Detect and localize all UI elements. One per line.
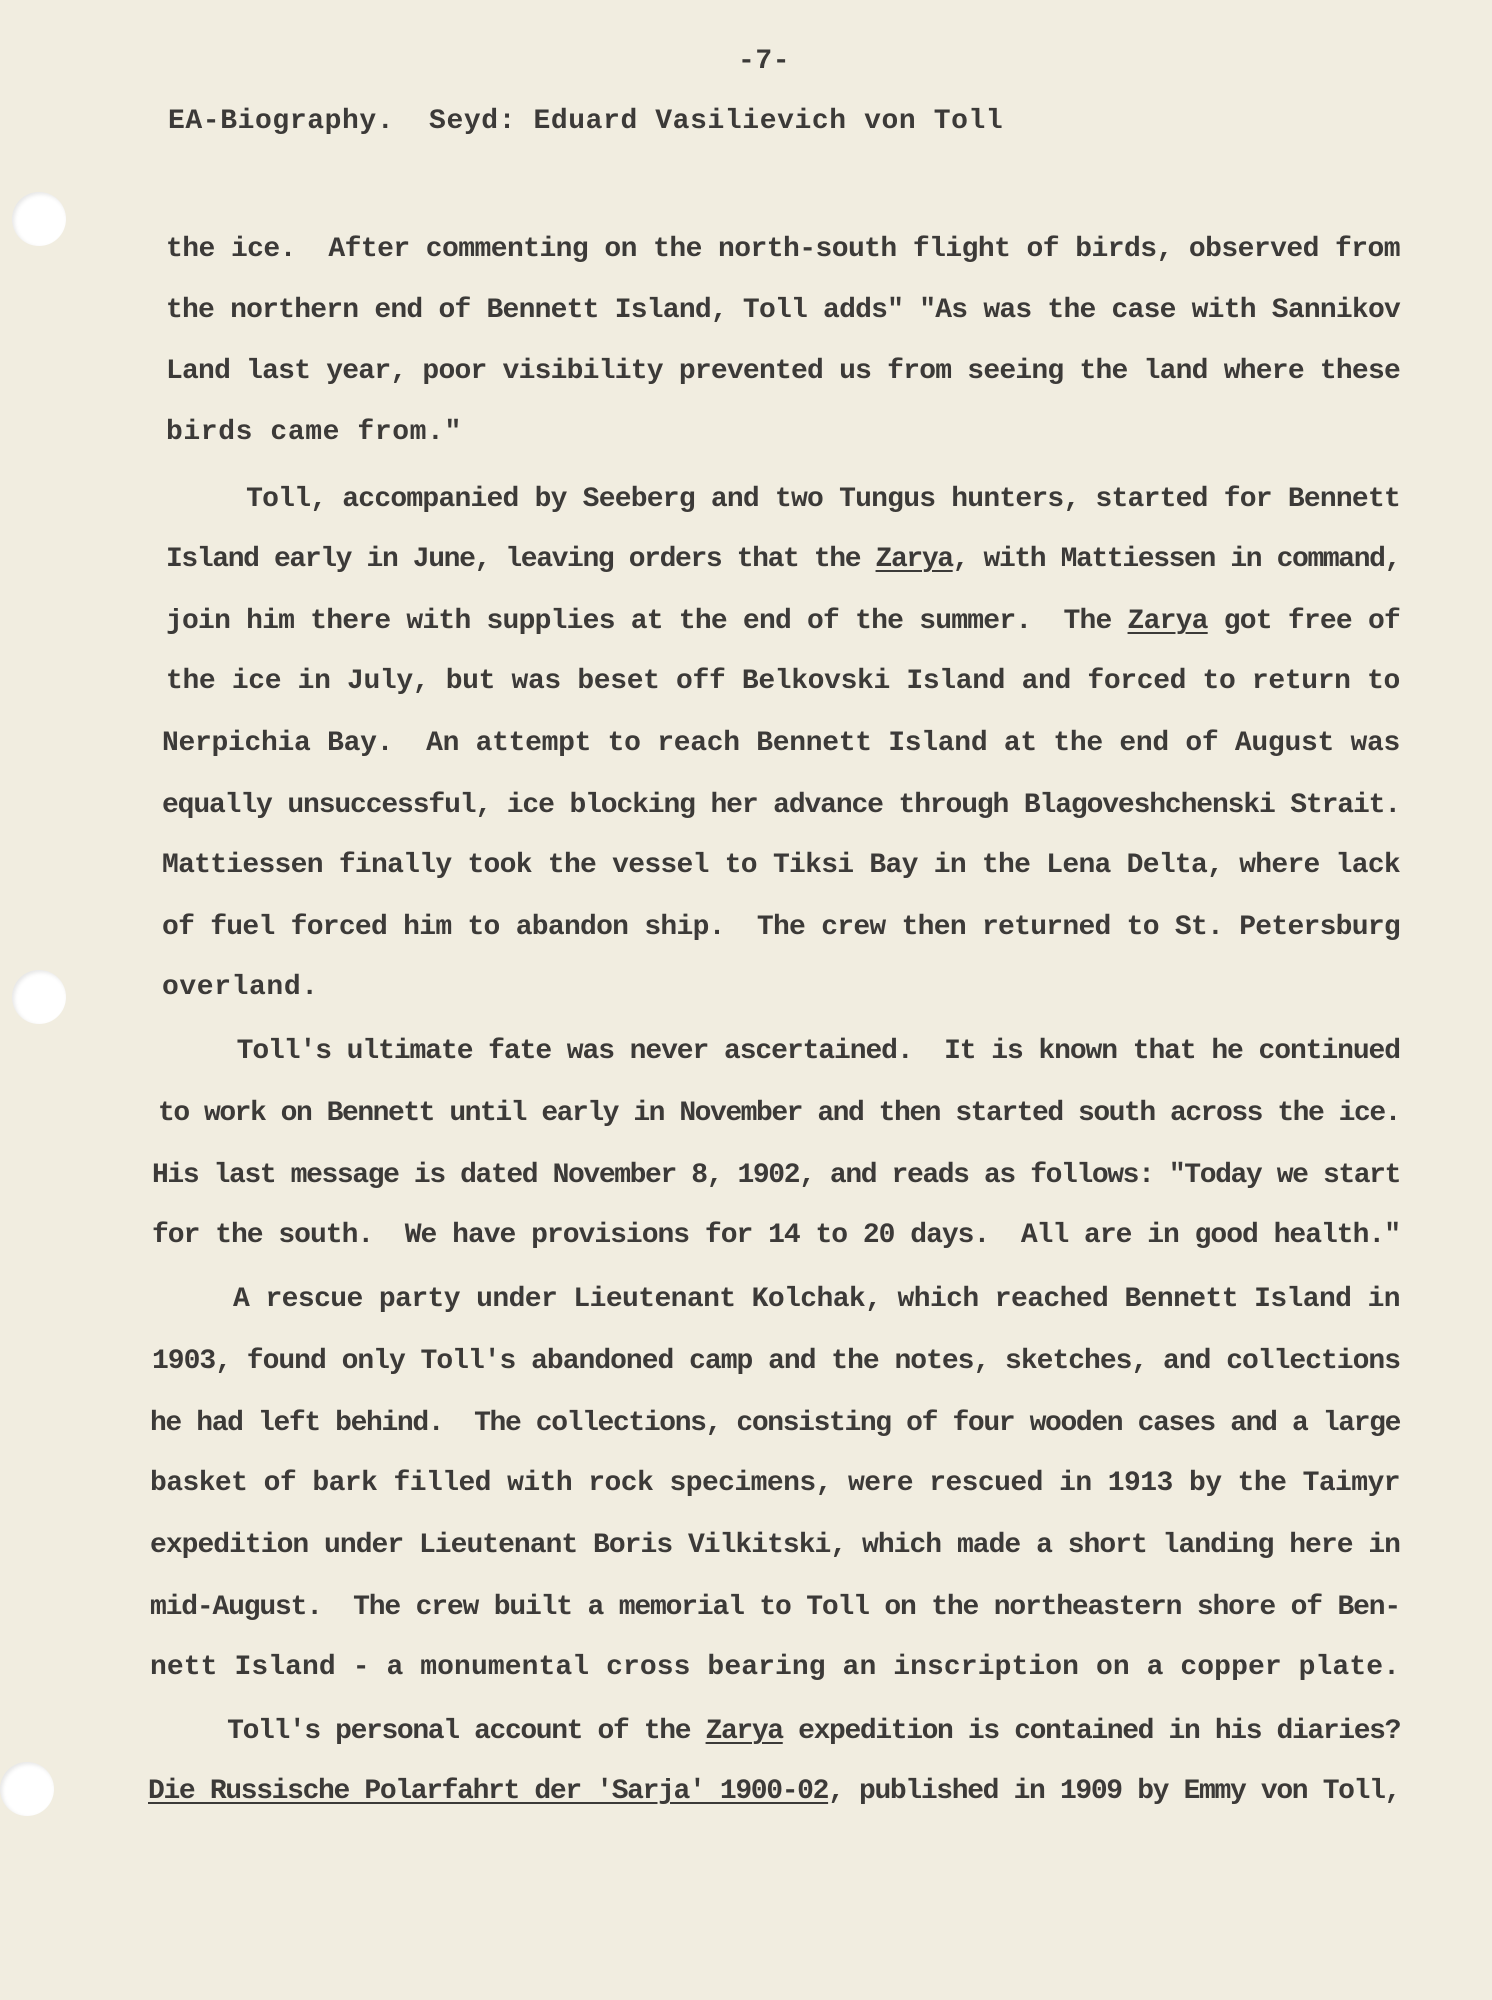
text-segment: expedition is contained in his diaries?: [782, 1716, 1401, 1747]
text-line: [166, 358, 1400, 386]
text-segment: got free of: [1207, 606, 1400, 637]
text-segment: Land last year, poor visibility prevented us from seeing the land where these: [166, 356, 1400, 387]
underlined-text: Zarya: [875, 544, 953, 575]
text-line: [162, 792, 1400, 820]
text-segment: basket of bark filled with rock specimens, were rescued in 1913 by the Taimyr: [150, 1468, 1400, 1499]
text-segment: join him there with supplies at the end of the summer. The: [166, 606, 1128, 637]
text-line: [150, 1532, 1400, 1560]
text-line: [166, 419, 462, 447]
text-line: [150, 1718, 1400, 1746]
text-segment: Toll, accompanied by Seeberg and two Tungus hunters, started for Bennett: [166, 484, 1400, 515]
text-line: [162, 974, 319, 1002]
text-line: [152, 1286, 1400, 1314]
text-line: [152, 1162, 1400, 1190]
text-segment: His last message is dated November 8, 1902, and reads as follows: "Today we start: [152, 1160, 1400, 1191]
underlined-text: Zarya: [705, 1716, 783, 1747]
text-segment: A rescue party under Lieutenant Kolchak, which reached Bennett Island in: [152, 1284, 1400, 1315]
text-segment: Toll's personal account of the: [150, 1716, 706, 1747]
text-segment: the ice. After commenting on the north-south flight of birds, observed from: [166, 234, 1400, 265]
text-line: [162, 914, 1400, 942]
underlined-text: Die Russische Polarfahrt der 'Sarja' 1900-02: [148, 1776, 829, 1807]
text-segment: to work on Bennett until early in November and then started south across the ice.: [158, 1098, 1400, 1129]
text-line: [166, 668, 1400, 696]
punch-hole-bottom: [0, 1762, 54, 1816]
text-line: [158, 1100, 1400, 1128]
text-segment: equally unsuccessful, ice blocking her advance through Blagoveshchenski Strait.: [162, 790, 1400, 821]
text-segment: he had left behind. The collections, consisting of four wooden cases and a large: [150, 1408, 1400, 1439]
text-line: [166, 486, 1400, 514]
document-header: EA-Biography. Seyd: Eduard Vasilievich von Toll: [168, 106, 1004, 137]
text-segment: for the south. We have provisions for 14 to 20 days. All are in good health.": [152, 1220, 1400, 1251]
text-line: [148, 1778, 1400, 1806]
text-line: [150, 1470, 1400, 1498]
page-number: -7-: [738, 46, 791, 77]
text-segment: of fuel forced him to abandon ship. The crew then returned to St. Petersburg: [162, 912, 1400, 943]
text-line: [166, 546, 1400, 574]
text-segment: Mattiessen finally took the vessel to Tiksi Bay in the Lena Delta, where lack: [162, 850, 1400, 881]
underlined-text: Zarya: [1127, 606, 1208, 637]
text-segment: Nerpichia Bay. An attempt to reach Bennett Island at the end of August was: [162, 728, 1400, 759]
text-segment: Island early in June, leaving orders that the: [166, 544, 876, 575]
text-line: [150, 1410, 1400, 1438]
text-segment: Toll's ultimate fate was never ascertained. It is known that he continued: [158, 1036, 1400, 1067]
text-line: [152, 1348, 1400, 1376]
text-segment: nett Island - a monumental cross bearing an inscription on a copper plate.: [150, 1652, 1400, 1683]
text-line: [150, 1594, 1400, 1622]
punch-hole-top: [12, 192, 66, 246]
text-segment: expedition under Lieutenant Boris Vilkitski, which made a short landing here in: [150, 1530, 1400, 1561]
text-line: [162, 852, 1400, 880]
text-line: [166, 608, 1400, 636]
text-segment: , with Mattiessen in command,: [952, 544, 1400, 575]
punch-hole-middle: [12, 970, 66, 1024]
text-line: [166, 297, 1400, 325]
text-line: [152, 1222, 1400, 1250]
text-segment: , published in 1909 by Emmy von Toll,: [828, 1776, 1400, 1807]
text-segment: mid-August. The crew built a memorial to Toll on the northeastern shore of Ben-: [150, 1592, 1400, 1623]
text-line: [162, 730, 1400, 758]
text-segment: 1903, found only Toll's abandoned camp and the notes, sketches, and collections: [152, 1346, 1400, 1377]
text-line: [150, 1654, 1400, 1682]
text-segment: birds came from.": [166, 417, 462, 448]
text-segment: the ice in July, but was beset off Belkovski Island and forced to return to: [166, 666, 1400, 697]
text-segment: overland.: [162, 972, 319, 1003]
text-line: [166, 236, 1400, 264]
text-line: [158, 1038, 1400, 1066]
text-segment: the northern end of Bennett Island, Toll adds" "As was the case with Sannikov: [166, 295, 1400, 326]
